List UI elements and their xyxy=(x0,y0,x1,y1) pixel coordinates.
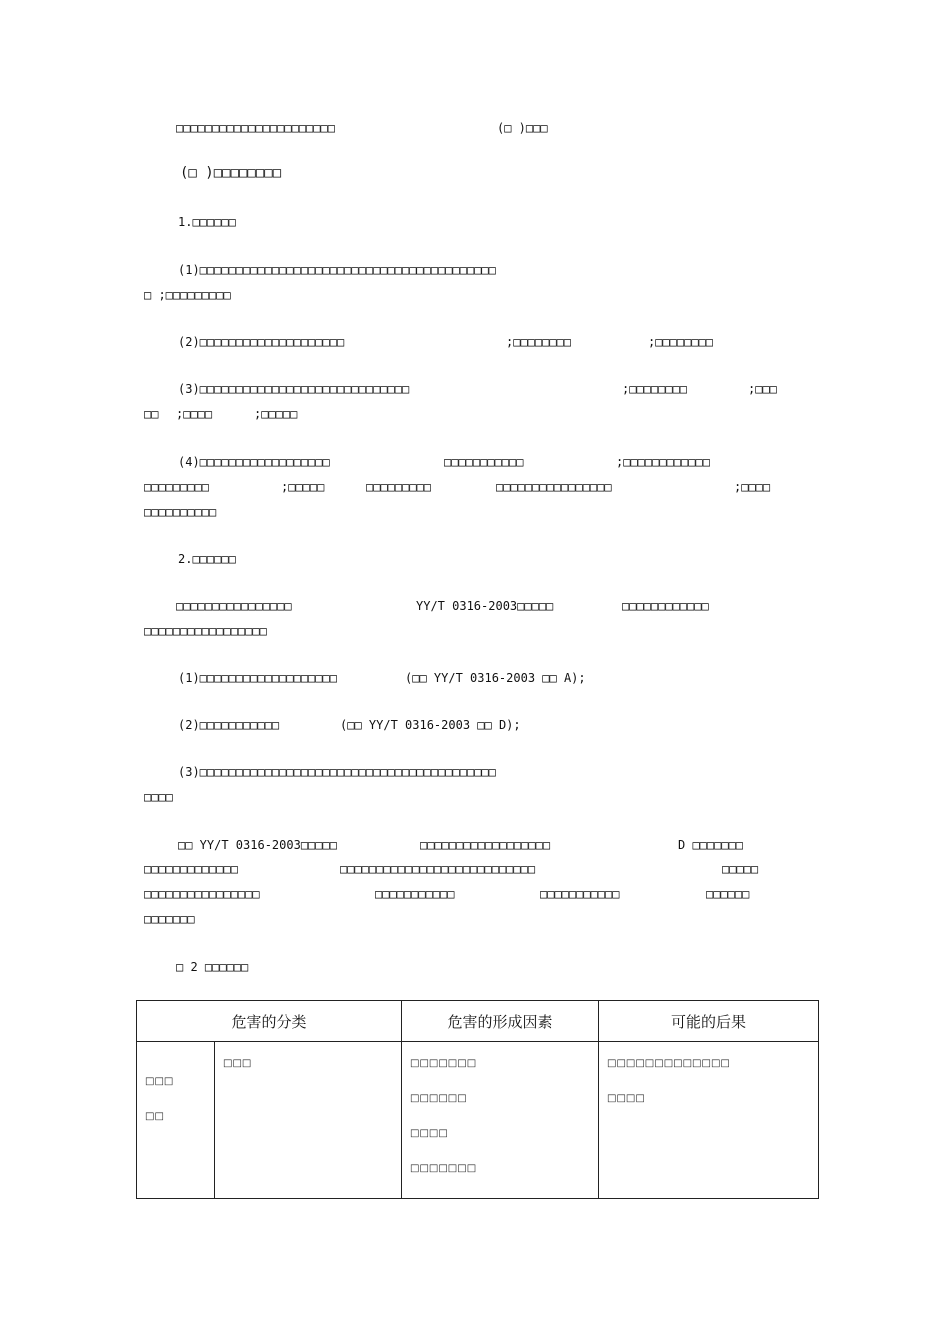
factor-line: □□□□□□□ xyxy=(410,1058,477,1069)
consequence-line: □□□□ xyxy=(607,1093,645,1104)
text-line: (4)□□□□□□□□□□□□□□□□□□ xyxy=(178,455,330,469)
text-line: (3)□□□□□□□□□□□□□□□□□□□□□□□□□□□□□□□□□□□□□□□□□ xyxy=(178,765,496,779)
text-line: ;□□□□□ xyxy=(281,480,325,494)
text-line: ;□□□□□□□□ xyxy=(648,335,714,349)
text-line: (3)□□□□□□□□□□□□□□□□□□□□□□□□□□□□□ xyxy=(178,382,410,396)
text-line: YY/T 0316-2003□□□□□ xyxy=(416,599,554,613)
text-line: □□□□□□□□□□□□ xyxy=(622,599,709,613)
category-line: □□ xyxy=(145,1111,164,1122)
text-line: D □□□□□□□ xyxy=(678,838,744,852)
text-line: (1)□□□□□□□□□□□□□□□□□□□□□□□□□□□□□□□□□□□□□□□□□ xyxy=(178,263,496,277)
hazard-table xyxy=(136,1000,819,1199)
text-line: ;□□□□□□□□□□□□ xyxy=(616,455,710,469)
text-line: □□□□□□□ xyxy=(144,912,195,926)
text-line: □□□□□□□□□□□□□□□□□□□□□□□□□□□ xyxy=(340,862,536,876)
text-line: □□ YY/T 0316-2003□□□□□ xyxy=(178,838,337,852)
text-line: □□□□□□□□□□□□□□□□ xyxy=(176,599,292,613)
factor-line: □□□□□□ xyxy=(410,1093,467,1104)
text-line: □□□□□□□□□□□□□□□□□□□□□□ xyxy=(176,121,335,135)
text-line: □□□□□□□□□□□□□ xyxy=(144,862,238,876)
text-line: ;□□□□□□□□ xyxy=(506,335,572,349)
text-line: □□□□□□□□□□□ xyxy=(444,455,524,469)
sub-heading: 2.□□□□□□ xyxy=(178,552,236,566)
table-header-row xyxy=(137,1001,819,1042)
text-line: □□□□□□□□□□□□□□□□ xyxy=(496,480,612,494)
text-line: □□□□□□□□□□□ xyxy=(540,887,620,901)
table-row xyxy=(137,1042,819,1199)
text-line: (2)□□□□□□□□□□□ xyxy=(178,718,280,732)
category-cell xyxy=(137,1042,215,1199)
text-line: □□□□ xyxy=(144,790,173,804)
text-line: □□□□□ xyxy=(722,862,759,876)
header-possible-consequences: 可能的后果 xyxy=(599,1001,819,1042)
header-hazard-factors: 危害的形成因素 xyxy=(402,1001,599,1042)
text-line: □□□□□□□□□□□ xyxy=(375,887,455,901)
text-line: □ ;□□□□□□□□□ xyxy=(144,288,231,302)
text-line: (2)□□□□□□□□□□□□□□□□□□□□ xyxy=(178,335,345,349)
text-line: □□ xyxy=(144,407,159,421)
text-line: □□□□□□□□□□ xyxy=(144,505,217,519)
header-hazard-category: 危害的分类 xyxy=(137,1001,402,1042)
consequence-line: □□□□□□□□□□□□□ xyxy=(607,1058,730,1069)
factors-cell xyxy=(402,1042,599,1199)
text-line: □□□□□□□□□□□□□□□□□ xyxy=(144,624,267,638)
text-line: ;□□□□ xyxy=(176,407,213,421)
text-line: ;□□□ xyxy=(748,382,777,396)
text-line: (□□ YY/T 0316-2003 □□ D); xyxy=(340,718,521,732)
text-line: □□□□□□□□□□□□□□□□□□ xyxy=(420,838,551,852)
text-line: (□ )□□□ xyxy=(497,121,548,135)
text-line: □□□□□□□□□ xyxy=(144,480,210,494)
text-line: □□□□□□□□□□□□□□□□ xyxy=(144,887,260,901)
consequences-cell xyxy=(599,1042,819,1199)
text-line: ;□□□□□ xyxy=(254,407,298,421)
factor-line: □□□□□□□ xyxy=(410,1163,477,1174)
section-heading: (□ )□□□□□□□□ xyxy=(180,165,282,181)
text-line: (1)□□□□□□□□□□□□□□□□□□□ xyxy=(178,671,337,685)
text-line: □□□□□□ xyxy=(706,887,750,901)
category-line: □□□ xyxy=(145,1076,174,1087)
text-line: □□□□□□□□□ xyxy=(366,480,432,494)
sub-heading: 1.□□□□□□ xyxy=(178,215,236,229)
factor-line: □□□□ xyxy=(410,1128,448,1139)
text-line: (□□ YY/T 0316-2003 □□ A); xyxy=(405,671,586,685)
text-line: ;□□□□ xyxy=(734,480,771,494)
subcategory-text: □□□ xyxy=(223,1058,252,1069)
subcategory-cell xyxy=(215,1042,402,1199)
text-line: ;□□□□□□□□ xyxy=(622,382,688,396)
table-caption: □ 2 □□□□□□ xyxy=(176,960,249,974)
